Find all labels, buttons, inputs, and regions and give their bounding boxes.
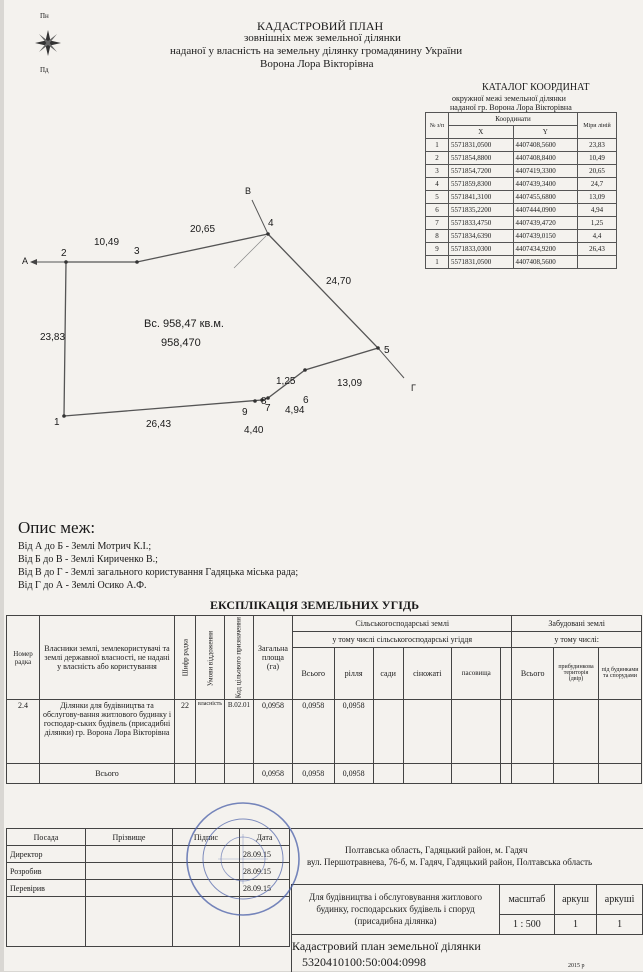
catalog-cell-y: 4407455,6800 [513, 191, 578, 204]
exp-row-arable: 0,0958 [334, 700, 373, 764]
catalog-cell-number: 4 [426, 178, 449, 191]
exp-header-all: Всього [292, 647, 334, 700]
exp-header-number: Номер радка [7, 616, 40, 700]
catalog-cell-number: 1 [426, 256, 449, 269]
catalog-cell-length: 4,4 [578, 230, 617, 243]
catalog-cell-y: 4407439,3400 [513, 178, 578, 191]
exp-header-arable: рілля [334, 647, 373, 700]
stamp-pos-director: Директор [7, 846, 86, 863]
exp-total-label: Всього [40, 764, 175, 784]
length-1-2: 23,83 [40, 332, 66, 343]
owner-name: Ворона Лора Вікторівна [260, 58, 374, 70]
catalog-cell-number: 2 [426, 152, 449, 165]
exp-header-built: Забудовані землі [512, 616, 642, 632]
boundaries-title: Опис меж: [18, 518, 96, 537]
area-label: Вс. 958,47 кв.м. [144, 318, 224, 330]
vertex-label-1: 1 [54, 417, 60, 428]
plan-subtitle-2: наданої у власність на земельну ділянку громадянину України [170, 45, 463, 57]
catalog-owner: наданої гр. Ворона Лора Вікторівна [450, 103, 572, 112]
catalog-cell-y: 4407439,0150 [513, 230, 578, 243]
purpose-text: Для будівництва і обслуговування житлового будинку, господарських будівель і споруд (присадибна ділянка) [291, 884, 499, 934]
exp-total-total: 0,0958 [253, 764, 292, 784]
year-label: 2015 р [568, 963, 585, 969]
catalog-cell-number: 1 [426, 139, 449, 152]
catalog-header-x: X [449, 126, 514, 139]
scale-label: масштаб [500, 885, 555, 915]
arrow-line-v [252, 200, 268, 234]
length-9-1: 26,43 [146, 419, 172, 430]
address-block [291, 828, 643, 885]
exp-header-agri-incl: у тому числі сільськогосподарські угіддя [292, 631, 511, 647]
catalog-subtitle: окружної межі земельної ділянки [452, 94, 566, 103]
vertex-label-2: 2 [61, 248, 67, 259]
catalog-cell-x: 5571833,0300 [449, 243, 514, 256]
exp-header-terms: Умови віддоження [196, 616, 225, 700]
sheets-label: аркуші [597, 885, 643, 915]
sheet-value: 1 [554, 915, 596, 935]
catalog-cell-y: 4407434,9200 [513, 243, 578, 256]
length-2-3: 10,49 [94, 237, 120, 248]
catalog-cell-number: 6 [426, 204, 449, 217]
catalog-row [426, 178, 617, 191]
arrow-line-g [378, 348, 404, 378]
catalog-cell-x: 5571859,8300 [449, 178, 514, 191]
length-3-4: 20,65 [190, 224, 216, 235]
catalog-cell-y: 4407408,5600 [513, 256, 578, 269]
parcel-plan [4, 170, 424, 450]
letter-g: Г [411, 383, 416, 393]
length-5-6: 13,09 [337, 378, 363, 389]
explication-title: ЕКСПЛІКАЦІЯ ЗЕМЕЛЬНИХ УГІДЬ [210, 598, 420, 612]
catalog-header-number: № з/п [426, 113, 449, 139]
scale-value: 1 : 500 [500, 915, 555, 935]
sheets-value: 1 [597, 915, 643, 935]
catalog-cell-number: 7 [426, 217, 449, 230]
catalog-cell-y: 4407439,4720 [513, 217, 578, 230]
catalog-cell-length: 23,83 [578, 139, 617, 152]
exp-total-all: 0,0958 [292, 764, 334, 784]
stamp-date-checker: 28.09.15 [240, 880, 290, 897]
compass-north: Пн [40, 12, 49, 20]
stamp-header-position: Посада [7, 829, 86, 846]
boundary-item: Від Б до В - Землі Кириченко В.; [18, 554, 158, 565]
exp-header-gardens: сади [373, 647, 403, 700]
catalog-title: КАТАЛОГ КООРДИНАТ [482, 82, 590, 93]
catalog-cell-x: 5571831,0500 [449, 139, 514, 152]
catalog-row [426, 139, 617, 152]
address-line-1: Полтавська область, Гадяцький район, м. Гадяч [345, 845, 528, 855]
catalog-cell-length: 20,65 [578, 165, 617, 178]
catalog-row [426, 191, 617, 204]
catalog-cell-y: 4407419,3300 [513, 165, 578, 178]
cadastral-sheet [4, 0, 643, 971]
catalog-cell-length: 10,49 [578, 152, 617, 165]
boundary-item: Від Г до А - Землі Осико А.Ф. [18, 580, 147, 591]
exp-header-under: під будинками та спорудами [599, 647, 642, 700]
vertex-label-5: 5 [384, 345, 390, 356]
vertex-label-7: 7 [265, 403, 271, 414]
stamp-header-name: Прізвище [86, 829, 173, 846]
exp-header-blank [501, 647, 512, 700]
cadastral-number: 5320410100:50:004:0998 [302, 955, 427, 969]
catalog-cell-number: 8 [426, 230, 449, 243]
exp-header-purpose: Код цільового призначення [224, 616, 253, 700]
exp-header-adjacent: прибудинкова територія (двір) [554, 647, 599, 700]
arrow-head-a [30, 259, 37, 265]
catalog-body [426, 139, 617, 269]
catalog-row [426, 243, 617, 256]
catalog-row [426, 165, 617, 178]
catalog-cell-y: 4407408,8400 [513, 152, 578, 165]
catalog-cell-length: 1,25 [578, 217, 617, 230]
catalog-cell-length: 13,09 [578, 191, 617, 204]
catalog-cell-x: 5571831,0500 [449, 256, 514, 269]
vertex-label-3: 3 [134, 246, 140, 257]
catalog-header-lengths: Міри ліній [578, 113, 617, 139]
exp-header-owners: Власники землі, землекористувачі та землі державної власності, не надані у власність або користування [40, 616, 175, 700]
vertex-label-6: 6 [303, 395, 309, 406]
vertex-label-4: 4 [268, 218, 274, 229]
stamp-pos-checker: Перевірив [7, 880, 86, 897]
vertex-label-9: 9 [242, 407, 248, 418]
catalog-row [426, 204, 617, 217]
catalog-row [426, 230, 617, 243]
catalog-cell-x: 5571833,4750 [449, 217, 514, 230]
plan-title: КАДАСТРОВИЙ ПЛАН [257, 19, 384, 33]
catalog-cell-x: 5571854,7200 [449, 165, 514, 178]
exp-row-code: 22 [175, 700, 196, 764]
exp-row-number: 2.4 [7, 700, 40, 764]
official-seal [184, 800, 302, 918]
address-line-2: вул. Першотравнева, 76-б, м. Гадяч, Гадяцький район, Полтавська область [307, 857, 593, 867]
compass-south: Пд [40, 66, 49, 74]
catalog-row [426, 152, 617, 165]
catalog-cell-x: 5571834,6390 [449, 230, 514, 243]
catalog-cell-number: 3 [426, 165, 449, 178]
catalog-header-y: Y [513, 126, 578, 139]
exp-header-all2: Всього [512, 647, 554, 700]
catalog-cell-y: 4407408,5600 [513, 139, 578, 152]
explication-table [6, 615, 642, 784]
stamp-date-developer: 28.09.15 [240, 863, 290, 880]
stamp-date-director: 28.09.15 [240, 846, 290, 863]
doc-title: Кадастровий план земельної ділянки [292, 939, 481, 953]
plan-subtitle: зовнішніх меж земельної ділянки [244, 32, 401, 44]
exp-header-code: Шифр радка [175, 616, 196, 700]
area-value: 958,470 [161, 337, 201, 349]
stamp-pos-developer: Розробив [7, 863, 86, 880]
length-8-9: 4,40 [244, 425, 264, 436]
exp-header-hay: сіножаті [403, 647, 452, 700]
catalog-cell-x: 5571841,3100 [449, 191, 514, 204]
exp-header-agri: Сільськогосподарські землі [292, 616, 511, 632]
stamp-header-sign: Підпис [173, 829, 240, 846]
exp-row-purpose: В.02.01 [224, 700, 253, 764]
exp-header-total: Загальна площа (га) [253, 616, 292, 700]
boundary-item: Від А до Б - Землі Мотрич К.І.; [18, 541, 152, 552]
catalog-cell-number: 9 [426, 243, 449, 256]
exp-total-arable: 0,0958 [334, 764, 373, 784]
catalog-row [426, 217, 617, 230]
letter-v: В [245, 186, 252, 196]
letter-a: А [22, 256, 29, 266]
exp-row-all: 0,0958 [292, 700, 334, 764]
scale-table [499, 884, 643, 935]
catalog-cell-y: 4407444,0900 [513, 204, 578, 217]
catalog-cell-length: 4,94 [578, 204, 617, 217]
doc-title-block [291, 934, 643, 972]
length-4-5: 24,70 [326, 276, 352, 287]
length-6-7: 4,94 [285, 405, 305, 416]
exp-row-total: 0,0958 [253, 700, 292, 764]
exp-row-terms: власність [196, 700, 225, 764]
catalog-header-coords: Координати [449, 113, 578, 126]
exp-header-pasture: пасовища [452, 647, 501, 700]
catalog-cell-x: 5571854,8800 [449, 152, 514, 165]
vertex-label-8: 8 [261, 396, 267, 407]
exp-row-owner: Ділянки для будівництва та обслугову-вання житлового будинку і господар-ських будівель (присадибні ділянки) гр. Ворона Лора Вікторівна [40, 700, 175, 764]
coordinate-catalog-table [425, 112, 617, 269]
catalog-cell-number: 5 [426, 191, 449, 204]
sheet-label: аркуш [554, 885, 596, 915]
catalog-row [426, 256, 617, 269]
exp-header-built-incl: у тому числі: [512, 631, 642, 647]
catalog-cell-length: 26,43 [578, 243, 617, 256]
boundaries-list [18, 540, 298, 592]
stamp-header-date: Дата [240, 829, 290, 846]
catalog-cell-x: 5571835,2200 [449, 204, 514, 217]
catalog-cell-length: 24,7 [578, 178, 617, 191]
catalog-cell-length [578, 256, 617, 269]
compass-rose-icon [30, 12, 66, 76]
length-7-8: 1,25 [276, 376, 296, 387]
boundary-item: Від В до Г - Землі загального користування Гадяцька міська рада; [18, 567, 299, 578]
